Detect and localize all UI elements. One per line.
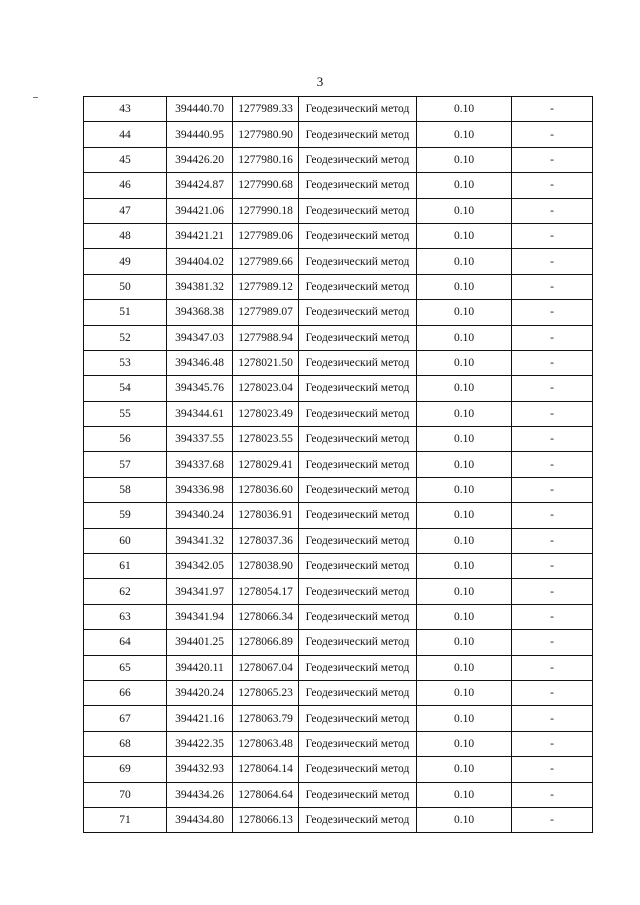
x-coordinate-cell: 394421.16 [167, 706, 233, 731]
x-coordinate-cell: 394347.03 [167, 325, 233, 350]
method-cell: Геодезический метод [299, 554, 417, 579]
accuracy-cell: 0.10 [417, 401, 512, 426]
x-coordinate-cell: 394434.80 [167, 807, 233, 832]
accuracy-cell: 0.10 [417, 477, 512, 502]
point-number-cell: 47 [84, 198, 167, 223]
y-coordinate-cell: 1277989.66 [233, 249, 299, 274]
method-cell: Геодезический метод [299, 782, 417, 807]
table-row [84, 376, 593, 401]
table-row [84, 452, 593, 477]
y-coordinate-cell: 1278023.49 [233, 401, 299, 426]
method-cell: Геодезический метод [299, 223, 417, 248]
x-coordinate-cell: 394420.11 [167, 655, 233, 680]
y-coordinate-cell: 1278063.48 [233, 731, 299, 756]
point-number-cell: 69 [84, 757, 167, 782]
point-number-cell: 59 [84, 503, 167, 528]
description-cell: - [512, 579, 593, 604]
method-cell: Геодезический метод [299, 401, 417, 426]
table-row [84, 680, 593, 705]
description-cell: - [512, 807, 593, 832]
table-row [84, 300, 593, 325]
point-number-cell: 67 [84, 706, 167, 731]
table-row [84, 325, 593, 350]
method-cell: Геодезический метод [299, 376, 417, 401]
accuracy-cell: 0.10 [417, 173, 512, 198]
description-cell: - [512, 122, 593, 147]
y-coordinate-cell: 1278054.17 [233, 579, 299, 604]
table-row [84, 223, 593, 248]
table-row [84, 97, 593, 122]
x-coordinate-cell: 394345.76 [167, 376, 233, 401]
accuracy-cell: 0.10 [417, 782, 512, 807]
x-coordinate-cell: 394342.05 [167, 554, 233, 579]
y-coordinate-cell: 1278036.60 [233, 477, 299, 502]
description-cell: - [512, 147, 593, 172]
description-cell: - [512, 249, 593, 274]
description-cell: - [512, 477, 593, 502]
point-number-cell: 54 [84, 376, 167, 401]
accuracy-cell: 0.10 [417, 427, 512, 452]
accuracy-cell: 0.10 [417, 122, 512, 147]
table-row [84, 807, 593, 832]
y-coordinate-cell: 1277989.06 [233, 223, 299, 248]
method-cell: Геодезический метод [299, 655, 417, 680]
method-cell: Геодезический метод [299, 350, 417, 375]
x-coordinate-cell: 394421.06 [167, 198, 233, 223]
y-coordinate-cell: 1278023.55 [233, 427, 299, 452]
point-number-cell: 70 [84, 782, 167, 807]
method-cell: Геодезический метод [299, 249, 417, 274]
description-cell: - [512, 300, 593, 325]
description-cell: - [512, 655, 593, 680]
y-coordinate-cell: 1277989.33 [233, 97, 299, 122]
table-row [84, 630, 593, 655]
description-cell: - [512, 427, 593, 452]
y-coordinate-cell: 1277989.07 [233, 300, 299, 325]
description-cell: - [512, 706, 593, 731]
table-row [84, 528, 593, 553]
x-coordinate-cell: 394341.97 [167, 579, 233, 604]
table-row [84, 427, 593, 452]
x-coordinate-cell: 394337.55 [167, 427, 233, 452]
point-number-cell: 58 [84, 477, 167, 502]
y-coordinate-cell: 1277988.94 [233, 325, 299, 350]
y-coordinate-cell: 1278066.13 [233, 807, 299, 832]
description-cell: - [512, 452, 593, 477]
y-coordinate-cell: 1278036.91 [233, 503, 299, 528]
y-coordinate-cell: 1278063.79 [233, 706, 299, 731]
description-cell: - [512, 350, 593, 375]
accuracy-cell: 0.10 [417, 223, 512, 248]
accuracy-cell: 0.10 [417, 630, 512, 655]
method-cell: Геодезический метод [299, 807, 417, 832]
x-coordinate-cell: 394368.38 [167, 300, 233, 325]
point-number-cell: 51 [84, 300, 167, 325]
description-cell: - [512, 173, 593, 198]
x-coordinate-cell: 394440.95 [167, 122, 233, 147]
x-coordinate-cell: 394381.32 [167, 274, 233, 299]
y-coordinate-cell: 1278067.04 [233, 655, 299, 680]
table-row [84, 782, 593, 807]
description-cell: - [512, 554, 593, 579]
accuracy-cell: 0.10 [417, 655, 512, 680]
point-number-cell: 64 [84, 630, 167, 655]
description-cell: - [512, 97, 593, 122]
accuracy-cell: 0.10 [417, 706, 512, 731]
description-cell: - [512, 782, 593, 807]
x-coordinate-cell: 394344.61 [167, 401, 233, 426]
method-cell: Геодезический метод [299, 757, 417, 782]
x-coordinate-cell: 394336.98 [167, 477, 233, 502]
table-row [84, 503, 593, 528]
table-row [84, 706, 593, 731]
accuracy-cell: 0.10 [417, 680, 512, 705]
x-coordinate-cell: 394434.26 [167, 782, 233, 807]
method-cell: Геодезический метод [299, 173, 417, 198]
description-cell: - [512, 680, 593, 705]
description-cell: - [512, 630, 593, 655]
y-coordinate-cell: 1278021.50 [233, 350, 299, 375]
accuracy-cell: 0.10 [417, 579, 512, 604]
x-coordinate-cell: 394422.35 [167, 731, 233, 756]
point-number-cell: 49 [84, 249, 167, 274]
x-coordinate-cell: 394421.21 [167, 223, 233, 248]
accuracy-cell: 0.10 [417, 350, 512, 375]
accuracy-cell: 0.10 [417, 452, 512, 477]
description-cell: - [512, 325, 593, 350]
table-row [84, 477, 593, 502]
x-coordinate-cell: 394420.24 [167, 680, 233, 705]
method-cell: Геодезический метод [299, 731, 417, 756]
description-cell: - [512, 223, 593, 248]
method-cell: Геодезический метод [299, 122, 417, 147]
point-number-cell: 61 [84, 554, 167, 579]
point-number-cell: 45 [84, 147, 167, 172]
method-cell: Геодезический метод [299, 579, 417, 604]
description-cell: - [512, 274, 593, 299]
y-coordinate-cell: 1278064.64 [233, 782, 299, 807]
y-coordinate-cell: 1278065.23 [233, 680, 299, 705]
method-cell: Геодезический метод [299, 97, 417, 122]
point-number-cell: 52 [84, 325, 167, 350]
y-coordinate-cell: 1278038.90 [233, 554, 299, 579]
accuracy-cell: 0.10 [417, 325, 512, 350]
table-row [84, 579, 593, 604]
description-cell: - [512, 528, 593, 553]
y-coordinate-cell: 1277980.16 [233, 147, 299, 172]
method-cell: Геодезический метод [299, 325, 417, 350]
method-cell: Геодезический метод [299, 427, 417, 452]
table-row [84, 401, 593, 426]
x-coordinate-cell: 394440.70 [167, 97, 233, 122]
method-cell: Геодезический метод [299, 503, 417, 528]
description-cell: - [512, 401, 593, 426]
point-number-cell: 46 [84, 173, 167, 198]
point-number-cell: 71 [84, 807, 167, 832]
coordinates-table-body [84, 97, 593, 833]
table-row [84, 274, 593, 299]
x-coordinate-cell: 394404.02 [167, 249, 233, 274]
accuracy-cell: 0.10 [417, 249, 512, 274]
table-row [84, 122, 593, 147]
table-row [84, 655, 593, 680]
description-cell: - [512, 376, 593, 401]
table-row [84, 147, 593, 172]
accuracy-cell: 0.10 [417, 97, 512, 122]
accuracy-cell: 0.10 [417, 554, 512, 579]
table-row [84, 198, 593, 223]
point-number-cell: 55 [84, 401, 167, 426]
y-coordinate-cell: 1278037.36 [233, 528, 299, 553]
method-cell: Геодезический метод [299, 198, 417, 223]
x-coordinate-cell: 394432.93 [167, 757, 233, 782]
description-cell: - [512, 604, 593, 629]
method-cell: Геодезический метод [299, 300, 417, 325]
x-coordinate-cell: 394424.87 [167, 173, 233, 198]
method-cell: Геодезический метод [299, 706, 417, 731]
accuracy-cell: 0.10 [417, 604, 512, 629]
page-number: 3 [316, 74, 324, 89]
y-coordinate-cell: 1277990.18 [233, 198, 299, 223]
point-number-cell: 65 [84, 655, 167, 680]
accuracy-cell: 0.10 [417, 198, 512, 223]
point-number-cell: 50 [84, 274, 167, 299]
x-coordinate-cell: 394426.20 [167, 147, 233, 172]
method-cell: Геодезический метод [299, 147, 417, 172]
point-number-cell: 57 [84, 452, 167, 477]
method-cell: Геодезический метод [299, 452, 417, 477]
y-coordinate-cell: 1278023.04 [233, 376, 299, 401]
accuracy-cell: 0.10 [417, 274, 512, 299]
method-cell: Геодезический метод [299, 274, 417, 299]
method-cell: Геодезический метод [299, 477, 417, 502]
y-coordinate-cell: 1278066.34 [233, 604, 299, 629]
point-number-cell: 63 [84, 604, 167, 629]
coordinates-table [83, 96, 593, 833]
point-number-cell: 48 [84, 223, 167, 248]
accuracy-cell: 0.10 [417, 528, 512, 553]
description-cell: - [512, 198, 593, 223]
method-cell: Геодезический метод [299, 528, 417, 553]
table-row [84, 757, 593, 782]
method-cell: Геодезический метод [299, 630, 417, 655]
point-number-cell: 66 [84, 680, 167, 705]
x-coordinate-cell: 394341.94 [167, 604, 233, 629]
y-coordinate-cell: 1277989.12 [233, 274, 299, 299]
x-coordinate-cell: 394337.68 [167, 452, 233, 477]
table-row [84, 350, 593, 375]
table-row [84, 604, 593, 629]
point-number-cell: 62 [84, 579, 167, 604]
accuracy-cell: 0.10 [417, 503, 512, 528]
x-coordinate-cell: 394341.32 [167, 528, 233, 553]
y-coordinate-cell: 1278064.14 [233, 757, 299, 782]
point-number-cell: 44 [84, 122, 167, 147]
y-coordinate-cell: 1277990.68 [233, 173, 299, 198]
x-coordinate-cell: 394346.48 [167, 350, 233, 375]
table-row [84, 249, 593, 274]
y-coordinate-cell: 1278066.89 [233, 630, 299, 655]
description-cell: - [512, 757, 593, 782]
point-number-cell: 60 [84, 528, 167, 553]
y-coordinate-cell: 1277980.90 [233, 122, 299, 147]
point-number-cell: 68 [84, 731, 167, 756]
accuracy-cell: 0.10 [417, 731, 512, 756]
accuracy-cell: 0.10 [417, 147, 512, 172]
description-cell: - [512, 731, 593, 756]
x-coordinate-cell: 394340.24 [167, 503, 233, 528]
point-number-cell: 53 [84, 350, 167, 375]
margin-mark [33, 97, 38, 98]
y-coordinate-cell: 1278029.41 [233, 452, 299, 477]
table-row [84, 173, 593, 198]
point-number-cell: 43 [84, 97, 167, 122]
method-cell: Геодезический метод [299, 604, 417, 629]
x-coordinate-cell: 394401.25 [167, 630, 233, 655]
method-cell: Геодезический метод [299, 680, 417, 705]
table-row [84, 554, 593, 579]
accuracy-cell: 0.10 [417, 757, 512, 782]
point-number-cell: 56 [84, 427, 167, 452]
accuracy-cell: 0.10 [417, 300, 512, 325]
accuracy-cell: 0.10 [417, 807, 512, 832]
accuracy-cell: 0.10 [417, 376, 512, 401]
description-cell: - [512, 503, 593, 528]
table-row [84, 731, 593, 756]
